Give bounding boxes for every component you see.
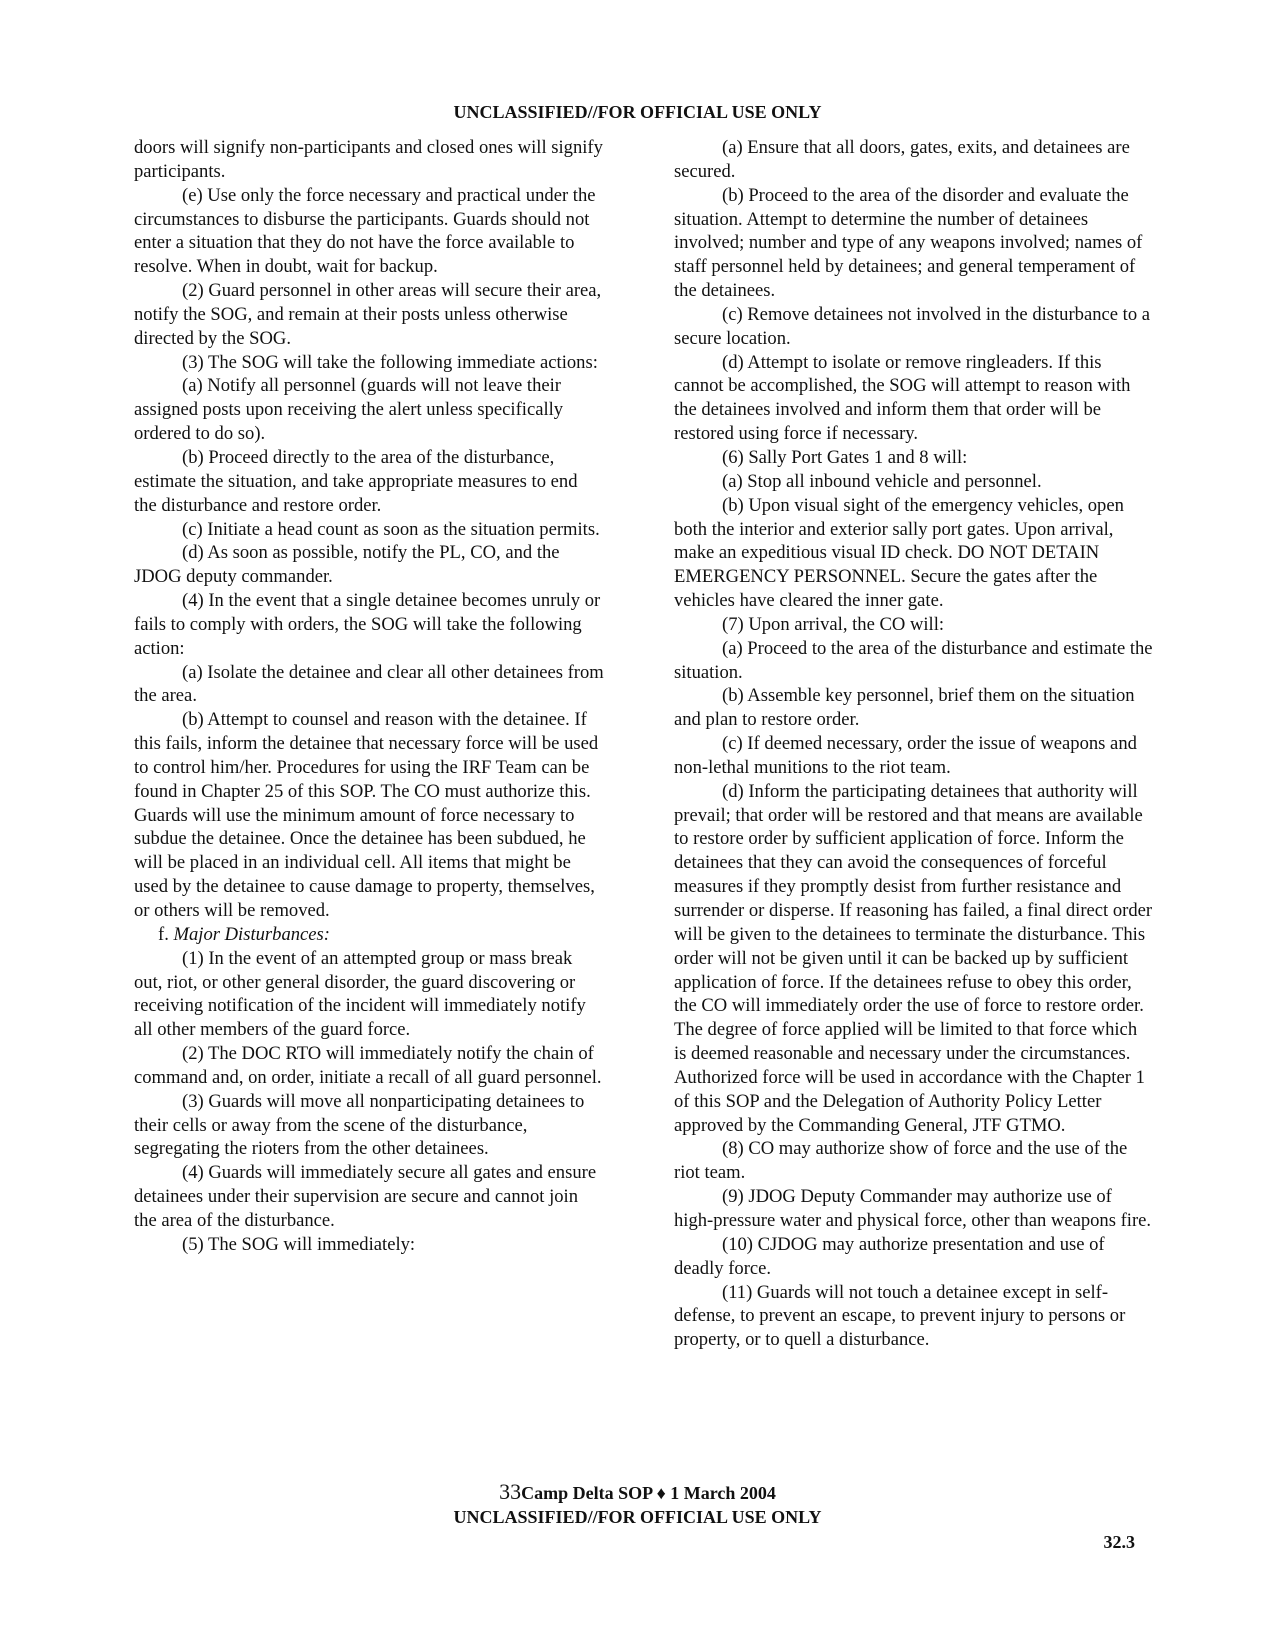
paragraph-text: (d) As soon as possible, notify the PL, CO, and the JDOG deputy commander. xyxy=(134,542,560,588)
paragraph-text: (5) The SOG will immediately: xyxy=(182,1233,416,1255)
paragraph-text: (d) Attempt to isolate or remove ringleaders. If this cannot be accomplished, the SOG will attempt to reason with the detainees involved and inform them that order will be restored using force if necessary. xyxy=(674,351,1131,445)
page-number: 33 xyxy=(499,1479,522,1504)
footer-title-line xyxy=(0,1480,1275,1505)
paragraph-text: (e) Use only the force necessary and practical under the circumstances to disburse the participants. Guards should not enter a situation that they do not have the force available to resolve. When in doubt, wait for backup. xyxy=(134,184,596,278)
right-column-paragraph xyxy=(674,494,1154,613)
paragraph-text: (b) Upon visual sight of the emergency vehicles, open both the interior and exterior sally port gates. Upon arrival, make an expeditious visual ID check. DO NOT DETAIN EMERGENCY PERSONNEL. Secure the gates after the vehicles have cleared the inner gate. xyxy=(674,494,1124,612)
right-column-paragraph xyxy=(674,1185,1154,1233)
classification-footer: UNCLASSIFIED//FOR OFFICIAL USE ONLY xyxy=(453,1507,822,1527)
left-column-paragraph xyxy=(134,1090,604,1162)
left-column-paragraph xyxy=(134,374,604,446)
paragraph-text: (a) Notify all personnel (guards will not leave their assigned posts upon receiving the alert unless specifically ordered to do so). xyxy=(134,375,564,445)
paragraph-text: (a) Stop all inbound vehicle and personnel. xyxy=(722,470,1042,492)
paragraph-text: (3) Guards will move all nonparticipating detainees to their cells or away from the scene of the disturbance, segregating the rioters from the other detainees. xyxy=(134,1090,585,1160)
paragraph-text: (a) Ensure that all doors, gates, exits, and detainees are secured. xyxy=(674,137,1130,182)
left-column-paragraph xyxy=(134,661,604,709)
left-column-paragraph xyxy=(134,541,604,589)
paragraph-text: (3) The SOG will take the following immediate actions: xyxy=(182,351,598,373)
left-column-paragraph xyxy=(134,923,604,947)
right-column-paragraph xyxy=(674,184,1154,303)
left-column-paragraph xyxy=(134,708,604,923)
left-column-paragraph xyxy=(134,136,604,184)
paragraph-text: (4) Guards will immediately secure all gates and ensure detainees under their supervision are secure and cannot join the area of the disturbance. xyxy=(134,1162,597,1231)
left-column-paragraph xyxy=(134,518,604,542)
right-column-paragraph xyxy=(674,780,1154,1138)
paragraph-text: (2) Guard personnel in other areas will secure their area, notify the SOG, and remain at their posts unless otherwise directed by the SOG. xyxy=(134,280,602,349)
page-identifier: 32.3 xyxy=(1103,1532,1135,1552)
paragraph-text: (7) Upon arrival, the CO will: xyxy=(722,613,945,635)
right-column-paragraph xyxy=(674,613,1154,637)
right-text-column xyxy=(674,136,1154,1352)
document-title: Camp Delta SOP ♦ 1 March 2004 xyxy=(521,1483,776,1503)
paragraph-text: (d) Inform the participating detainees that authority will prevail; that order will be restored and that means are available to restore order by sufficient application of force. Inform the detainees that they can avoid the consequences of forceful measures if they promptly desist from further resistance and surrender or disperse. If reasoning has failed, a final direct order will be given to the detainees to terminate the disturbance. This order will not be given until it can be backed up by sufficient application of force. If the detainees refuse to obey this order, the CO will immediately order the use of force to restore order. The degree of force applied will be limited to that force which is deemed reasonable and necessary under the circumstances. Authorized force will be used in accordance with the Chapter 1 of this SOP and the Delegation of Authority Policy Letter approved by the Commanding General, JTF GTMO. xyxy=(674,780,1153,1136)
right-column-paragraph xyxy=(674,446,1154,470)
paragraph-text: doors will signify non-participants and closed ones will signify participants. xyxy=(134,137,603,182)
paragraph-text: (b) Attempt to counsel and reason with the detainee. If this fails, inform the detainee that necessary force will be used to control him/her. Procedures for using the IRF Team can be found in Chapter 25 of this SOP. The CO must authorize this. Guards will use the minimum amount of force necessary to subdue the detainee. Once the detainee has been subdued, he will be placed in an individual cell. All items that might be used by the detainee to cause damage to property, themselves, or others will be removed. xyxy=(134,709,599,921)
right-column-paragraph xyxy=(674,637,1154,685)
paragraph-text: (b) Proceed directly to the area of the disturbance, estimate the situation, and take appropriate measures to end the disturbance and restore order. xyxy=(134,446,578,516)
paragraph-text: (9) JDOG Deputy Commander may authorize use of high-pressure water and physical force, other than weapons fire. xyxy=(674,1186,1152,1231)
paragraph-text: f. xyxy=(158,923,174,945)
right-column-paragraph xyxy=(674,351,1154,446)
left-column-paragraph xyxy=(134,589,604,661)
left-column-paragraph xyxy=(134,947,604,1042)
paragraph-text: (11) Guards will not touch a detainee except in self-defense, to prevent an escape, to prevent injury to persons or property, or to quell a disturbance. xyxy=(674,1281,1126,1351)
left-column-paragraph xyxy=(134,1161,604,1233)
paragraph-text: (8) CO may authorize show of force and the use of the riot team. xyxy=(674,1138,1128,1184)
right-column-paragraph xyxy=(674,136,1154,184)
paragraph-text: (c) Initiate a head count as soon as the situation permits. xyxy=(182,518,600,540)
right-column-paragraph xyxy=(674,1233,1154,1281)
right-column-paragraph xyxy=(674,470,1154,494)
page-footer xyxy=(0,1480,1275,1529)
paragraph-text: (6) Sally Port Gates 1 and 8 will: xyxy=(722,446,968,468)
paragraph-text: (b) Proceed to the area of the disorder and evaluate the situation. Attempt to determine the number of detainees involved; number and type of any weapons involved; names of staff personnel held by detainees; and general temperament of the detainees. xyxy=(674,184,1143,302)
left-column-paragraph xyxy=(134,1233,604,1257)
paragraph-text: (1) In the event of an attempted group or mass break out, riot, or other general disorder, the guard discovering or receiving notification of the incident will immediately notify all other members of the guard force. xyxy=(134,947,586,1041)
paragraph-text: (4) In the event that a single detainee becomes unruly or fails to comply with orders, the SOG will take the following action: xyxy=(134,590,601,659)
left-column-paragraph xyxy=(134,1042,604,1090)
classification-header: UNCLASSIFIED//FOR OFFICIAL USE ONLY xyxy=(453,102,822,122)
right-column-paragraph xyxy=(674,684,1154,732)
right-column-paragraph xyxy=(674,1137,1154,1185)
paragraph-text: (a) Proceed to the area of the disturbance and estimate the situation. xyxy=(674,637,1153,683)
right-column-paragraph xyxy=(674,1281,1154,1353)
section-heading: Major Disturbances: xyxy=(173,923,330,945)
right-column-paragraph xyxy=(674,732,1154,780)
left-text-column xyxy=(134,136,604,1257)
paragraph-text: (2) The DOC RTO will immediately notify the chain of command and, on order, initiate a recall of all guard personnel. xyxy=(134,1043,602,1088)
left-column-paragraph xyxy=(134,279,604,351)
right-column-paragraph xyxy=(674,303,1154,351)
paragraph-text: (c) Remove detainees not involved in the disturbance to a secure location. xyxy=(674,303,1151,349)
left-column-paragraph xyxy=(134,351,604,375)
paragraph-text: (c) If deemed necessary, order the issue of weapons and non-lethal munitions to the riot team. xyxy=(674,733,1137,778)
paragraph-text: (b) Assemble key personnel, brief them on the situation and plan to restore order. xyxy=(674,685,1135,731)
paragraph-text: (10) CJDOG may authorize presentation and use of deadly force. xyxy=(674,1233,1105,1279)
paragraph-text: (a) Isolate the detainee and clear all other detainees from the area. xyxy=(134,661,604,707)
left-column-paragraph xyxy=(134,446,604,518)
left-column-paragraph xyxy=(134,184,604,279)
